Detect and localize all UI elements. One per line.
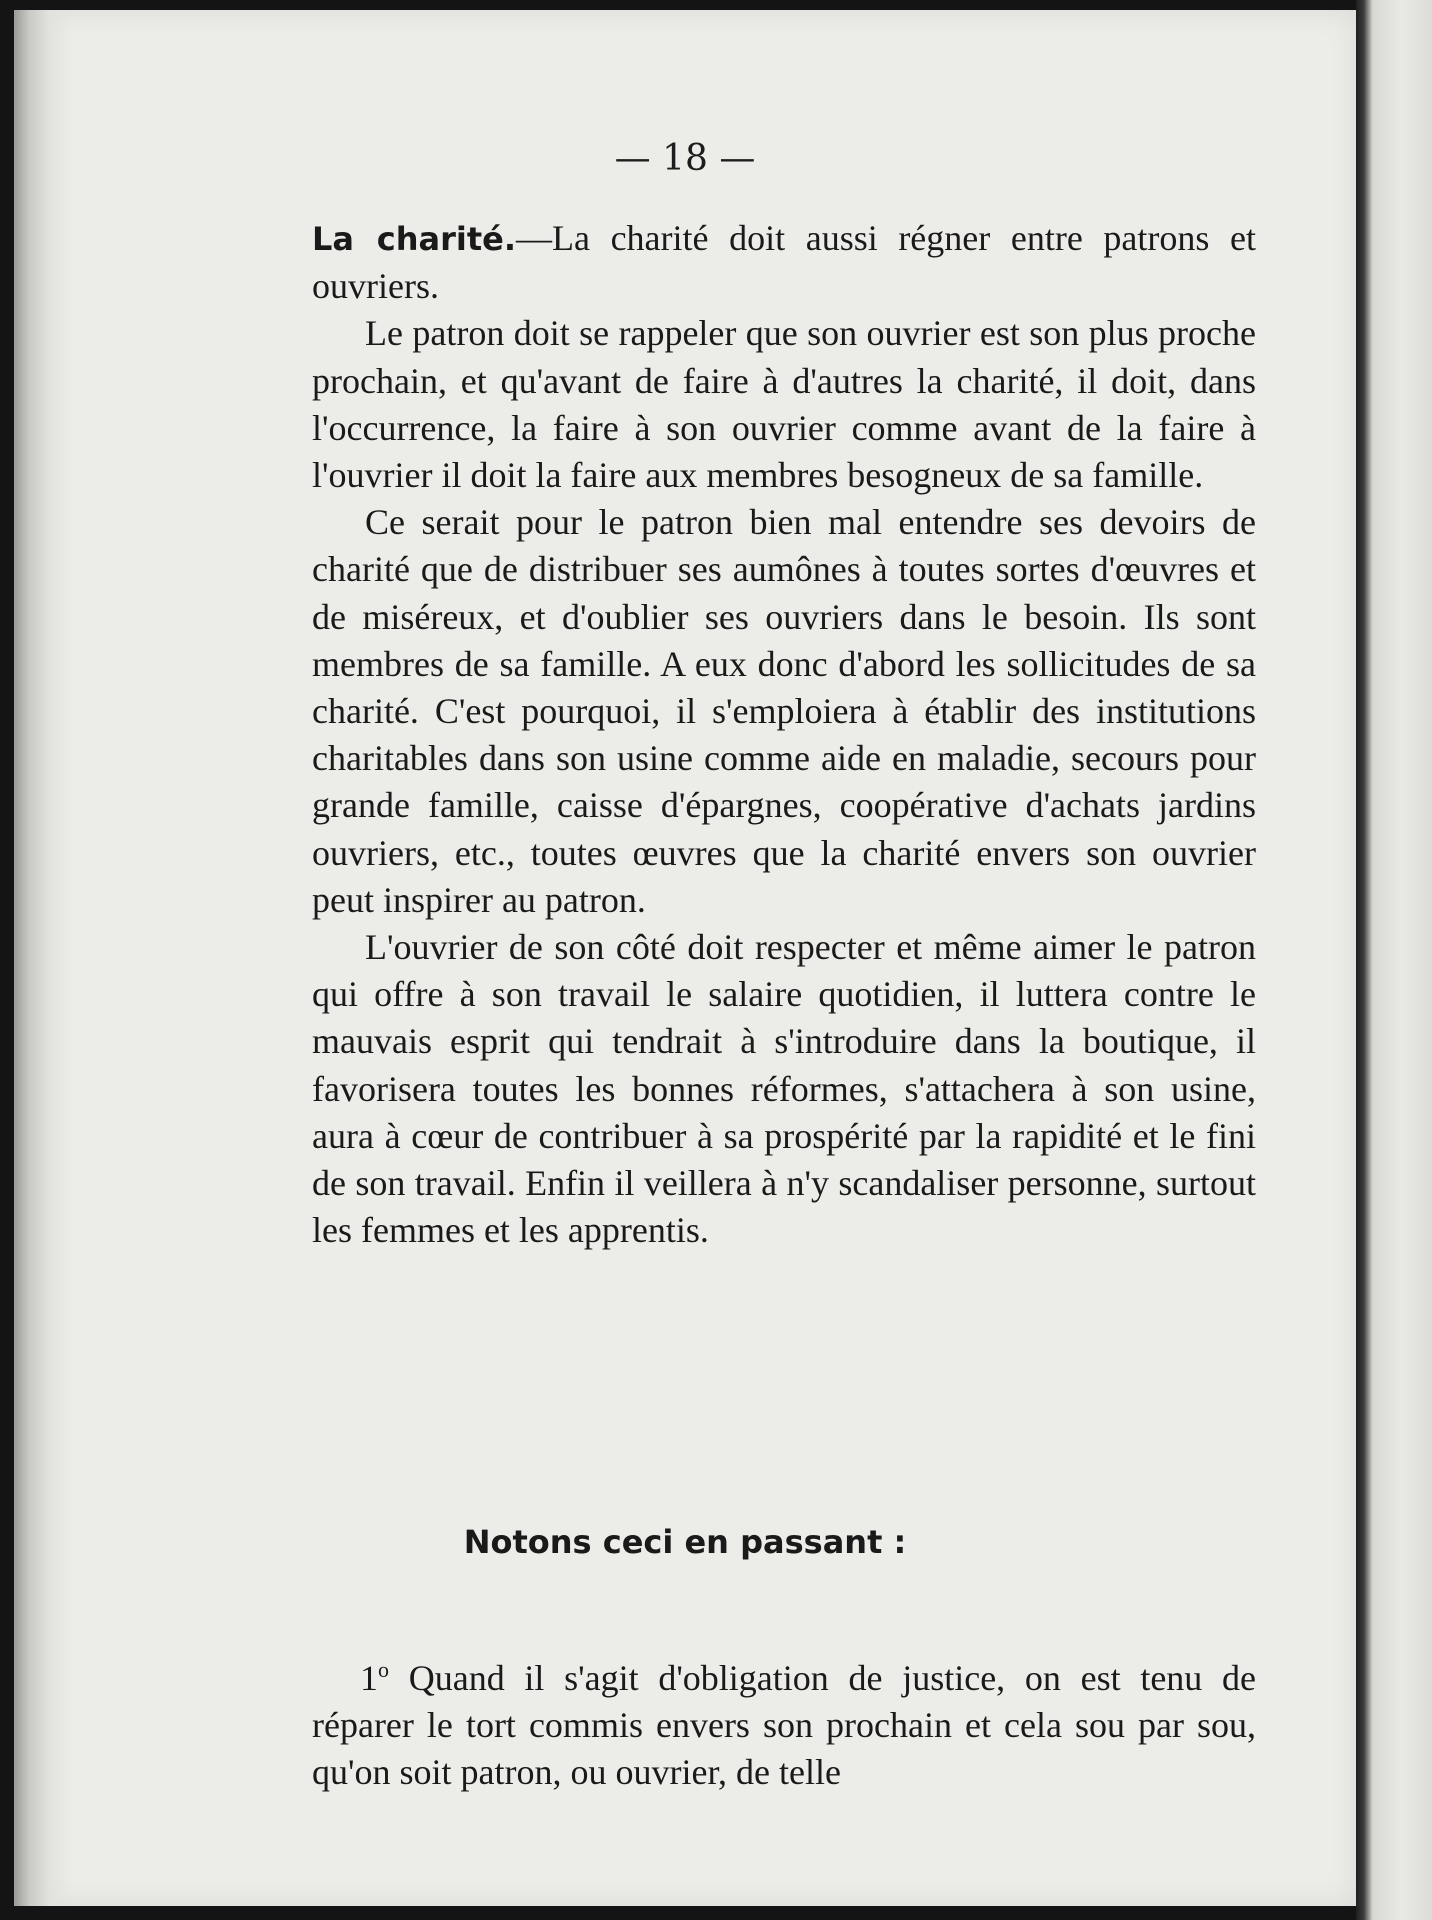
paragraph-1-text: —La charité doit aussi régner entre patrons et ouvriers. (312, 218, 1256, 307)
list-number: 1 (360, 1658, 378, 1698)
page-sheet (14, 10, 1356, 1906)
page-left-edge (14, 10, 74, 1906)
body-text (312, 215, 1256, 1254)
book-gutter (1356, 0, 1432, 1920)
list-item-text: Quand il s'agit d'obligation de justice, on est tenu de réparer le tort commis envers son prochain et cela sou par sou, qu'on soit patron, ou ouvrier, de telle (312, 1658, 1256, 1793)
list-ordinal: o (378, 1657, 389, 1682)
paragraph-2: Le patron doit se rappeler que son ouvrier est son plus proche prochain, et qu'avant de faire à d'autres la charité, il doit, dans l'occurrence, la faire à son ouvrier comme avant de la faire à l'ouvrier il doit la faire aux membres besogneux de sa famille. (312, 313, 1256, 496)
paragraph-charity-intro (312, 215, 1256, 310)
section-title: La charité. (312, 220, 516, 258)
page-number: — 18 — (614, 138, 756, 179)
paragraph-4: L'ouvrier de son côté doit respecter et même aimer le patron qui offre à son travail le salaire quotidien, il luttera contre le mauvais esprit qui tendrait à s'introduire dans la boutique, il favorisera toutes les bonnes réformes, s'attachera à son usine, aura à cœur de contribuer à sa prospérité par la rapidité et le fini de son travail. Enfin il veillera à n'y scandaliser personne, surtout les femmes et les apprentis. (312, 927, 1256, 1251)
list-item (312, 1646, 1256, 1797)
section-heading: Notons ceci en passant : (463, 1523, 907, 1561)
paragraph-3: Ce serait pour le patron bien mal entendre ses devoirs de charité que de distribuer ses aumônes à toutes sortes d'œuvres et de miséreux, et d'oublier ses ouvriers dans le besoin. Ils sont membres de sa famille. A eux donc d'abord les sollicitudes de sa charité. C'est pourquoi, il s'emploiera à établir des institutions charitables dans son usine comme aide en maladie, secours pour grande famille, caisse d'épargnes, coopérative d'achats jardins ouvriers, etc., toutes œuvres que la charité envers son ouvrier peut inspirer au patron. (312, 502, 1256, 920)
